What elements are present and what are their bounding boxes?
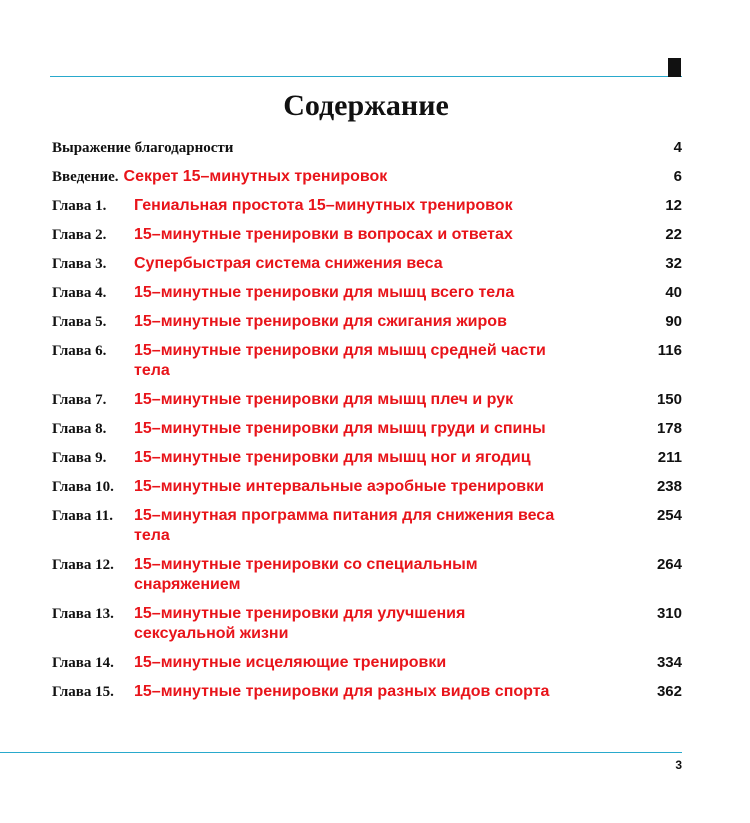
top-rule bbox=[50, 76, 682, 77]
toc-entry-page: 6 bbox=[673, 168, 682, 185]
toc-entry-label: Глава 3. bbox=[52, 256, 107, 272]
toc-entry-page: 90 bbox=[665, 313, 682, 330]
toc-entry-label: Глава 4. bbox=[52, 285, 107, 301]
toc-entry-label: Глава 9. bbox=[52, 450, 107, 466]
toc-entry-page: 334 bbox=[656, 654, 682, 671]
toc-entry-label: Глава 2. bbox=[52, 227, 107, 243]
toc-entry-title: 15–минутные тренировки для разных видов спорта bbox=[134, 683, 550, 700]
toc-entry-page: 211 bbox=[657, 449, 682, 466]
toc-entry-chapter-9[interactable] bbox=[52, 448, 682, 468]
toc-entry-chapter-5[interactable] bbox=[52, 312, 682, 332]
toc-entry-label: Глава 1. bbox=[52, 198, 107, 214]
toc-entry-title: 15–минутные тренировки для сжигания жиров bbox=[134, 313, 507, 330]
toc-entry-label: Глава 15. bbox=[52, 684, 114, 700]
toc-entry-title: 15–минутные тренировки для мышц средней части тела bbox=[134, 342, 546, 379]
toc-entry-page: 12 bbox=[665, 197, 682, 214]
toc-entry-title: 15–минутные тренировки для мышц всего тела bbox=[134, 284, 515, 301]
toc-entry-title: 15–минутные тренировки в вопросах и ответах bbox=[134, 226, 513, 243]
toc-entry-page: 32 bbox=[665, 255, 682, 272]
toc-entry-chapter-4[interactable] bbox=[52, 283, 682, 303]
toc-entry-chapter-7[interactable] bbox=[52, 390, 682, 410]
toc-entry-chapter-6[interactable] bbox=[52, 341, 682, 381]
toc-entry-chapter-2[interactable] bbox=[52, 225, 682, 245]
toc-entry-title: 15–минутные тренировки для мышц плеч и рук bbox=[134, 391, 514, 408]
toc-entry-chapter-12[interactable] bbox=[52, 555, 682, 595]
toc-entry-label: Глава 13. bbox=[52, 606, 114, 622]
toc-entry-page: 178 bbox=[656, 420, 682, 437]
toc-entry-label: Глава 14. bbox=[52, 655, 114, 671]
toc-entry-chapter-8[interactable] bbox=[52, 419, 682, 439]
toc-entry-page: 4 bbox=[673, 139, 682, 156]
page-number: 3 bbox=[675, 758, 682, 772]
toc-entry-label: Глава 7. bbox=[52, 392, 107, 408]
toc-entry-label: Глава 11. bbox=[52, 508, 114, 524]
toc-entry-page: 264 bbox=[656, 556, 682, 573]
toc-entry-chapter-14[interactable] bbox=[52, 653, 682, 673]
toc-entry-introduction[interactable] bbox=[52, 167, 682, 187]
toc-entry-acknowledgements[interactable] bbox=[52, 138, 682, 158]
toc-entry-title: 15–минутные тренировки для мышц груди и спины bbox=[134, 420, 546, 437]
toc-entry-page: 40 bbox=[665, 284, 682, 301]
toc-entry-title: 15–минутные тренировки для улучшения сексуальной жизни bbox=[134, 605, 466, 642]
corner-marker bbox=[668, 58, 681, 77]
toc-entry-title: 15–минутные тренировки для мышц ног и ягодиц bbox=[134, 449, 531, 466]
toc-entry-chapter-3[interactable] bbox=[52, 254, 682, 274]
toc-entry-page: 150 bbox=[656, 391, 682, 408]
toc-entry-label: Глава 10. bbox=[52, 479, 114, 495]
bottom-rule bbox=[0, 752, 682, 753]
toc-entry-title: 15–минутные исцеляющие тренировки bbox=[134, 654, 447, 671]
toc-entry-title: Супербыстрая система снижения веса bbox=[134, 255, 443, 272]
toc-entry-page: 22 bbox=[665, 226, 682, 243]
toc-entry-title: Гениальная простота 15–минутных тренировок bbox=[134, 197, 513, 214]
toc-entry-chapter-1[interactable] bbox=[52, 196, 682, 216]
toc-entry-chapter-15[interactable] bbox=[52, 682, 682, 702]
table-of-contents bbox=[52, 138, 682, 711]
toc-entry-page: 310 bbox=[656, 605, 682, 622]
toc-entry-page: 116 bbox=[657, 342, 682, 359]
toc-entry-chapter-10[interactable] bbox=[52, 477, 682, 497]
toc-entry-label: Выражение благодарности bbox=[52, 140, 234, 156]
toc-entry-page: 254 bbox=[656, 507, 682, 524]
toc-entry-label: Глава 12. bbox=[52, 557, 114, 573]
toc-entry-title: Секрет 15–минутных тренировок bbox=[123, 168, 388, 185]
toc-entry-label: Глава 5. bbox=[52, 314, 107, 330]
toc-entry-chapter-11[interactable] bbox=[52, 506, 682, 546]
toc-entry-title: 15–минутная программа питания для снижения веса тела bbox=[134, 507, 555, 544]
toc-entry-chapter-13[interactable] bbox=[52, 604, 682, 644]
toc-entry-page: 238 bbox=[656, 478, 682, 495]
toc-entry-label: Глава 8. bbox=[52, 421, 107, 437]
toc-entry-label: Введение. bbox=[52, 169, 119, 185]
page-title: Содержание bbox=[283, 89, 449, 122]
toc-entry-title: 15–минутные тренировки со специальным снаряжением bbox=[134, 556, 478, 593]
toc-entry-title: 15–минутные интервальные аэробные тренировки bbox=[134, 478, 544, 495]
toc-entry-label: Глава 6. bbox=[52, 343, 107, 359]
toc-entry-page: 362 bbox=[656, 683, 682, 700]
